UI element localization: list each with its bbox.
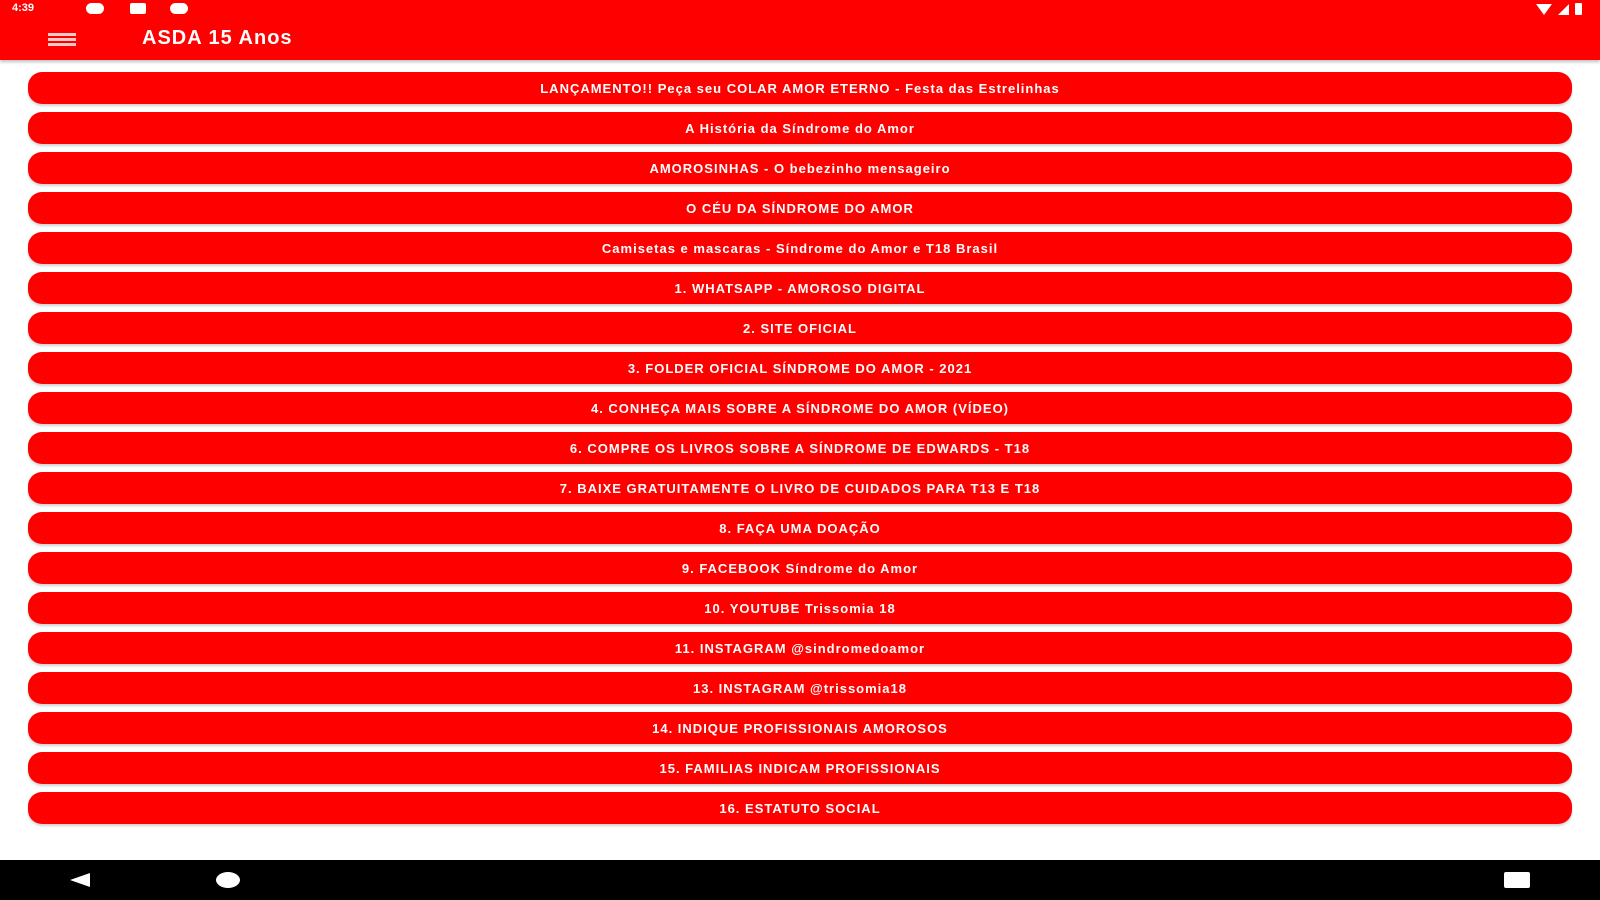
link-button-instagram-sindromedoamor[interactable]: 11. INSTAGRAM @sindromedoamor xyxy=(28,632,1572,664)
link-button-whatsapp[interactable]: 1. WHATSAPP - AMOROSO DIGITAL xyxy=(28,272,1572,304)
link-button-historia[interactable]: A História da Síndrome do Amor xyxy=(28,112,1572,144)
app-title: ASDA 15 Anos xyxy=(142,27,293,49)
link-button-livro-cuidados[interactable]: 7. BAIXE GRATUITAMENTE O LIVRO DE CUIDADOS PARA T13 E T18 xyxy=(28,472,1572,504)
sim-card-icon xyxy=(130,3,146,14)
link-button-site-oficial[interactable]: 2. SITE OFICIAL xyxy=(28,312,1572,344)
back-icon[interactable] xyxy=(70,873,90,887)
link-button-doacao[interactable]: 8. FAÇA UMA DOAÇÃO xyxy=(28,512,1572,544)
app-bar xyxy=(0,18,1600,60)
signal-icon xyxy=(1558,4,1569,15)
status-bar xyxy=(0,0,1600,18)
home-icon[interactable] xyxy=(216,872,240,888)
link-button-livros[interactable]: 6. COMPRE OS LIVROS SOBRE A SÍNDROME DE EDWARDS - T18 xyxy=(28,432,1572,464)
link-button-estatuto[interactable]: 16. ESTATUTO SOCIAL xyxy=(28,792,1572,824)
chat-bubble-icon xyxy=(86,3,104,14)
wifi-icon xyxy=(1536,4,1552,15)
link-button-lancamento-colar[interactable]: LANÇAMENTO!! Peça seu COLAR AMOR ETERNO - Festa das Estrelinhas xyxy=(28,72,1572,104)
link-button-video[interactable]: 4. CONHEÇA MAIS SOBRE A SÍNDROME DO AMOR (VÍDEO) xyxy=(28,392,1572,424)
link-button-amorosinhas[interactable]: AMOROSINHAS - O bebezinho mensageiro xyxy=(28,152,1572,184)
hamburger-menu-icon[interactable] xyxy=(44,29,80,51)
link-button-indique-profissionais[interactable]: 14. INDIQUE PROFISSIONAIS AMOROSOS xyxy=(28,712,1572,744)
recents-icon[interactable] xyxy=(1504,872,1530,888)
battery-icon xyxy=(1575,3,1582,15)
link-button-camisetas[interactable]: Camisetas e mascaras - Síndrome do Amor e T18 Brasil xyxy=(28,232,1572,264)
link-list xyxy=(28,72,1572,832)
link-button-facebook[interactable]: 9. FACEBOOK Síndrome do Amor xyxy=(28,552,1572,584)
navigation-bar xyxy=(0,860,1600,900)
link-button-folder[interactable]: 3. FOLDER OFICIAL SÍNDROME DO AMOR - 2021 xyxy=(28,352,1572,384)
link-button-instagram-trissomia18[interactable]: 13. INSTAGRAM @trissomia18 xyxy=(28,672,1572,704)
link-button-youtube[interactable]: 10. YOUTUBE Trissomia 18 xyxy=(28,592,1572,624)
link-button-ceu[interactable]: O CÉU DA SÍNDROME DO AMOR xyxy=(28,192,1572,224)
status-time: 4:39 xyxy=(12,2,35,14)
chat-bubble-icon xyxy=(170,3,188,14)
system-icons xyxy=(1536,3,1582,15)
link-button-familias-indicam[interactable]: 15. FAMILIAS INDICAM PROFISSIONAIS xyxy=(28,752,1572,784)
